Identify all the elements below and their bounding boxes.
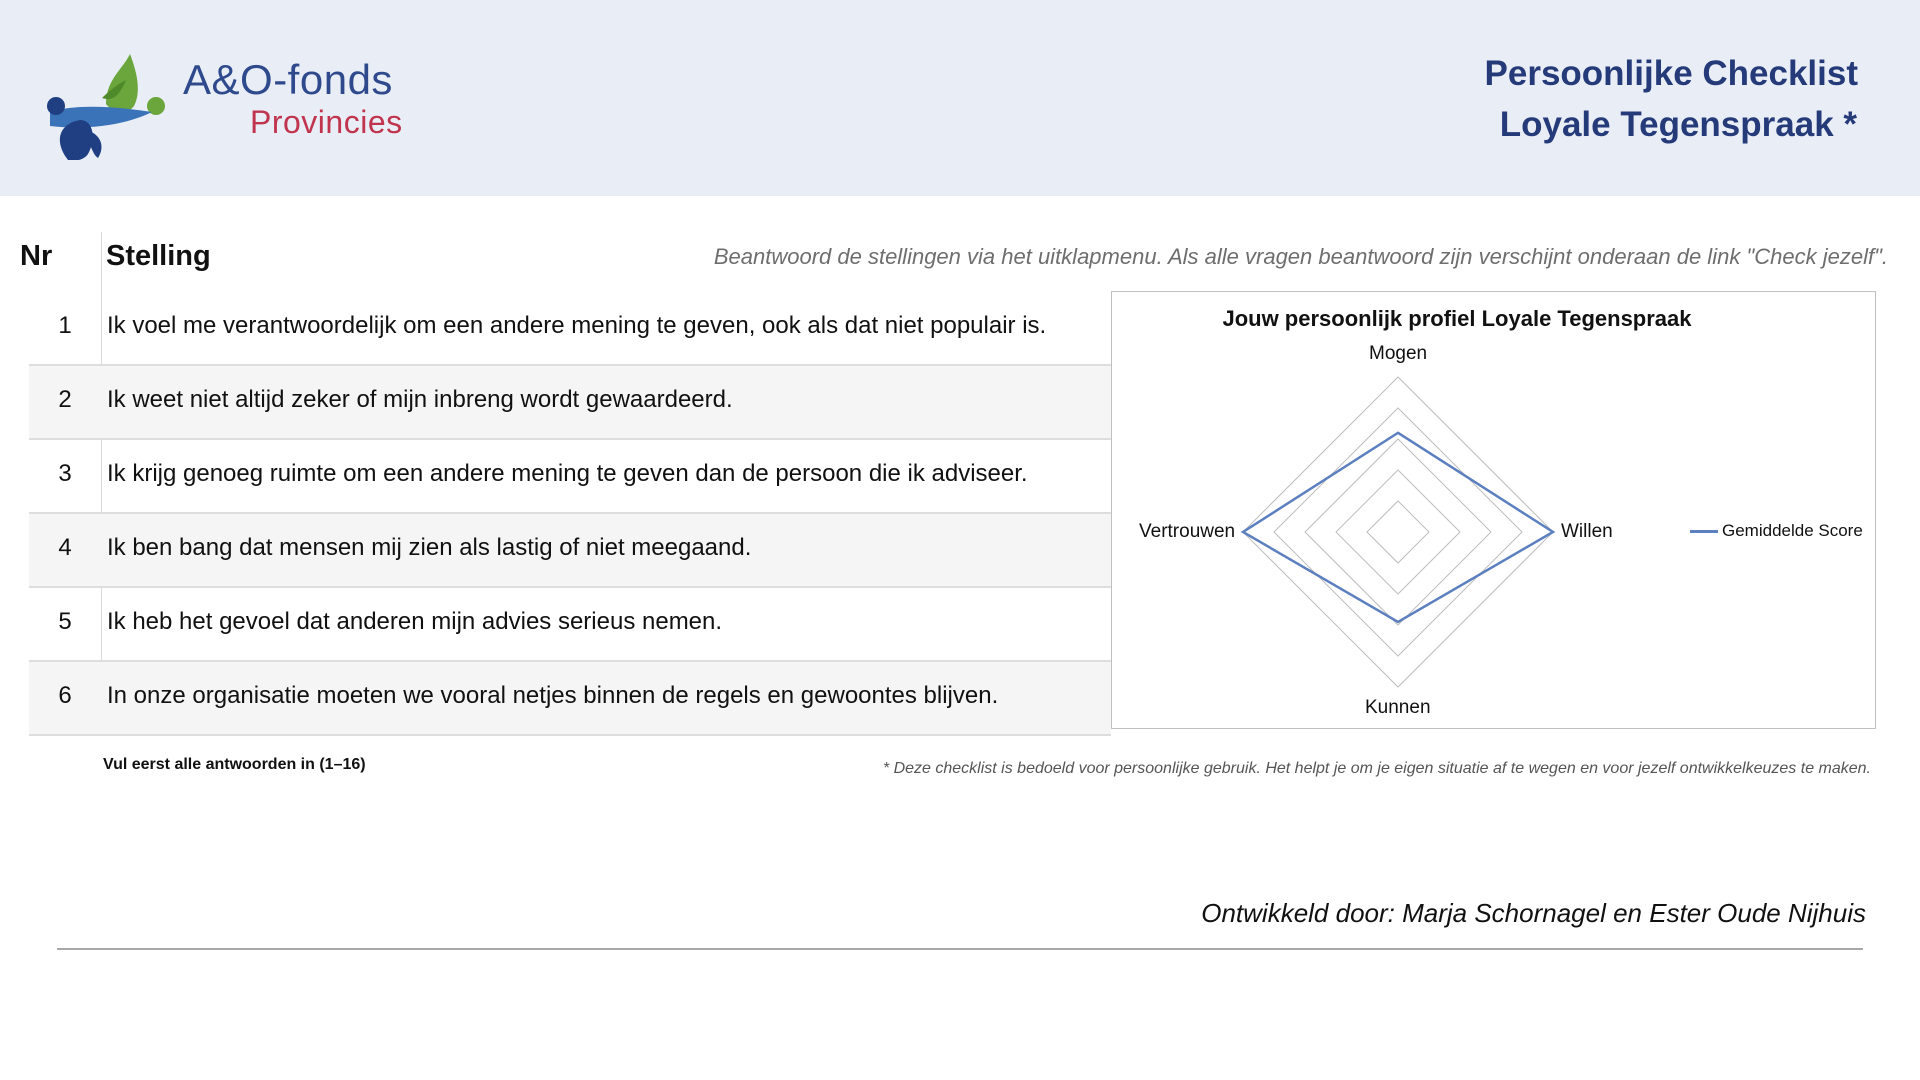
footnote: * Deze checklist is bedoeld voor persoonlijke gebruik. Het helpt je om je eigen situatie af te wegen en voor jezelf ontwikkelkeuzes te maken. <box>882 760 1871 777</box>
row-number: 4 <box>58 534 72 561</box>
row-number: 1 <box>58 312 72 339</box>
legend-label: Gemiddelde Score <box>1722 521 1863 540</box>
page-title-line1: Persoonlijke Checklist <box>1484 54 1858 93</box>
radar-chart <box>1111 291 1876 729</box>
axis-label-left: Vertrouwen <box>1139 521 1236 542</box>
chart-title: Jouw persoonlijk profiel Loyale Tegenspraak <box>1222 306 1692 331</box>
chart-legend <box>1690 521 1863 541</box>
radar-grid-ring <box>1305 439 1491 625</box>
table-row[interactable] <box>29 662 1111 736</box>
table-row[interactable] <box>29 366 1111 440</box>
radar-grid-ring <box>1243 377 1553 687</box>
table-row[interactable] <box>29 514 1111 588</box>
row-statement: In onze organisatie moeten we vooral netjes binnen de regels en gewoontes blijven. <box>107 682 999 709</box>
row-number: 5 <box>58 608 72 635</box>
radar-grid-ring <box>1336 470 1460 594</box>
row-statement: Ik weet niet altijd zeker of mijn inbreng wordt gewaardeerd. <box>107 386 733 413</box>
row-number: 2 <box>58 386 72 413</box>
header-band <box>0 0 1920 196</box>
radar-grid-ring <box>1274 408 1522 656</box>
logo-icon <box>44 50 168 160</box>
axis-label-top: Mogen <box>1369 343 1428 364</box>
legend-line-swatch <box>1690 530 1718 533</box>
table-row[interactable] <box>29 292 1111 366</box>
row-statement: Ik voel me verantwoordelijk om een andere mening te geven, ook als dat niet populair is. <box>107 312 1047 339</box>
page-title-line2: Loyale Tegenspraak * <box>1499 105 1857 144</box>
instruction-text: Beantwoord de stellingen via het uitklapmenu. Als alle vragen beantwoord zijn verschijnt onderaan de link "Check jezelf". <box>713 244 1888 269</box>
row-number: 6 <box>58 682 72 709</box>
radar-grid-ring <box>1367 501 1429 563</box>
table-row[interactable] <box>29 440 1111 514</box>
bottom-divider <box>57 948 1863 950</box>
row-statement: Ik heb het gevoel dat anderen mijn advies serieus nemen. <box>107 608 723 635</box>
column-header-nr: Nr <box>20 240 53 272</box>
row-statement: Ik krijg genoeg ruimte om een andere mening te geven dan de persoon die ik adviseer. <box>107 460 1028 487</box>
logo-name: A&O-fonds <box>183 56 393 103</box>
fill-in-note: Vul eerst alle antwoorden in (1–16) <box>103 756 366 773</box>
row-number: 3 <box>58 460 72 487</box>
statements-table <box>29 292 1111 736</box>
axis-label-bottom: Kunnen <box>1365 697 1431 718</box>
table-row[interactable] <box>29 588 1111 662</box>
logo-subtitle: Provincies <box>250 104 403 140</box>
row-statement: Ik ben bang dat mensen mij zien als lastig of niet meegaand. <box>107 534 752 561</box>
axis-label-right: Willen <box>1561 521 1613 542</box>
credit-line: Ontwikkeld door: Marja Schornagel en Ester Oude Nijhuis <box>1201 898 1866 928</box>
column-header-stelling: Stelling <box>106 240 211 272</box>
radar-chart-plot <box>1112 292 1877 730</box>
